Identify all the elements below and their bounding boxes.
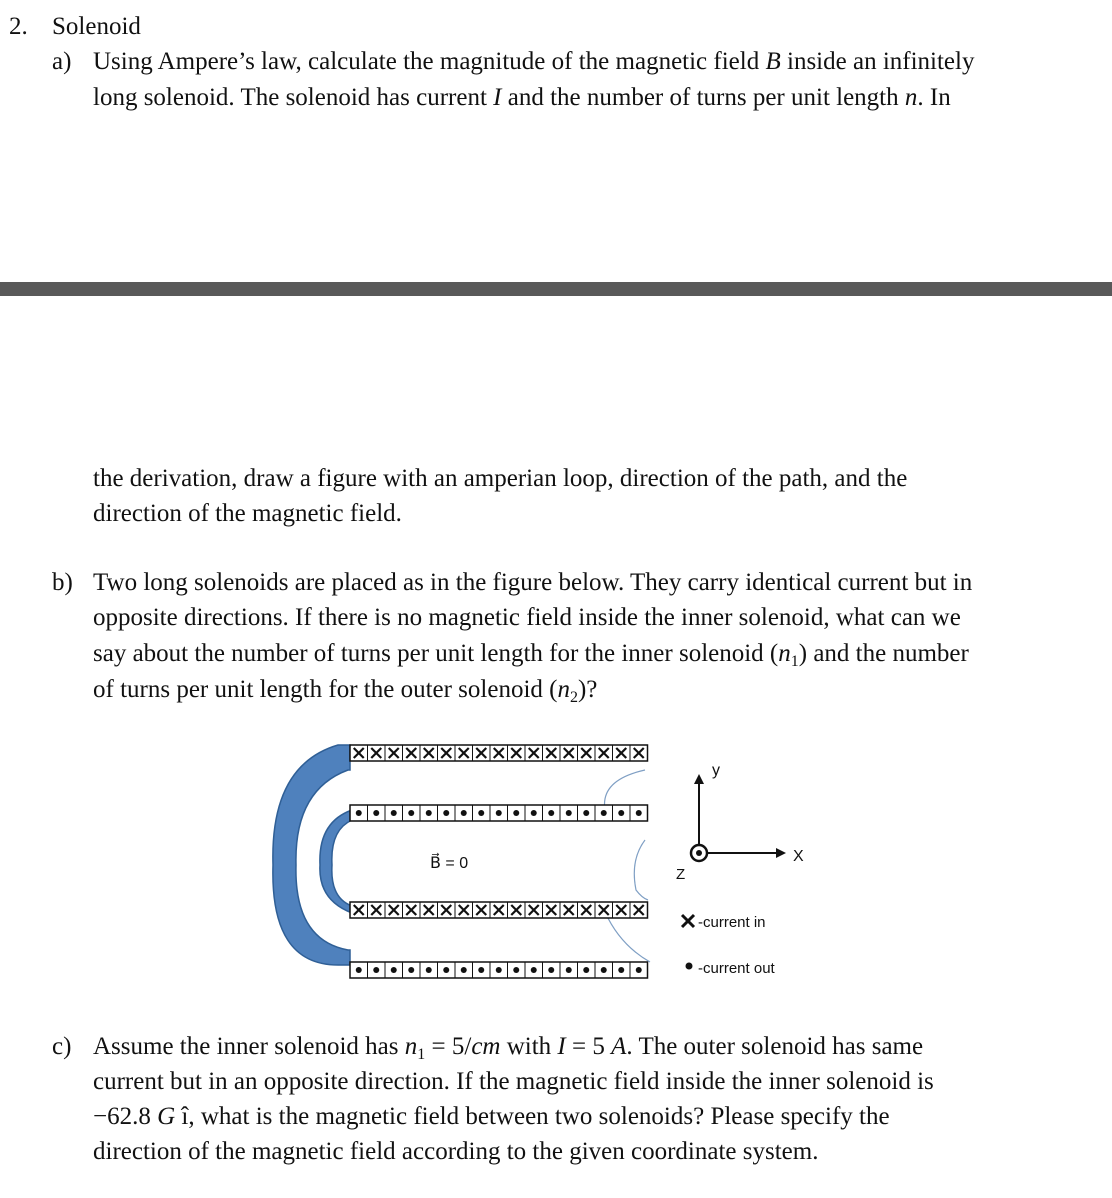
current-out-mark [373, 810, 379, 816]
current-out-mark [391, 967, 397, 973]
problem-title: Solenoid [52, 13, 141, 40]
current-out-mark [513, 967, 519, 973]
y-axis-label: y [712, 762, 720, 779]
part-b-line-1: Two long solenoids are placed as in the figure below. They carry identical current but in [93, 569, 973, 596]
outer-solenoid-right-outline [605, 770, 646, 810]
x-axis-arrowhead [776, 848, 786, 858]
current-out-mark [531, 967, 537, 973]
problem-number: 2. [9, 13, 28, 40]
current-out-mark [548, 810, 554, 816]
part-c-line-4: direction of the magnetic field according to the given coordinate system. [93, 1138, 819, 1165]
current-out-mark [426, 967, 432, 973]
current-out-mark [373, 967, 379, 973]
current-out-mark [426, 810, 432, 816]
x-axis-label: X [793, 848, 804, 865]
current-out-mark [566, 810, 572, 816]
inner-top-coil-row [350, 805, 648, 821]
part-a-label: a) [52, 48, 72, 75]
inner-bottom-coil-row [350, 902, 648, 918]
current-out-mark [566, 967, 572, 973]
part-c-label: c) [52, 1033, 72, 1060]
part-b-line-4: of turns per unit length for the outer solenoid $(n_2)$? [93, 676, 598, 706]
current-out-mark [478, 967, 484, 973]
current-out-mark [443, 967, 449, 973]
current-out-mark [391, 810, 397, 816]
legend-current-out-icon [686, 963, 693, 970]
inner-solenoid-body [320, 810, 352, 913]
current-out-mark [636, 967, 642, 973]
current-out-mark [408, 810, 414, 816]
current-out-mark [583, 810, 589, 816]
current-out-mark [513, 810, 519, 816]
field-inside-label: B⃗ = 0 [430, 855, 469, 872]
current-out-mark [496, 810, 502, 816]
part-b-line-2: opposite directions. If there is no magnetic field inside the inner solenoid, what can we [93, 604, 961, 631]
current-out-mark [356, 967, 362, 973]
z-axis-out-dot [696, 850, 702, 856]
outer-solenoid-body [273, 745, 350, 965]
current-out-mark [618, 810, 624, 816]
current-out-mark [601, 967, 607, 973]
current-out-mark [601, 810, 607, 816]
current-out-mark [531, 810, 537, 816]
current-out-mark [583, 967, 589, 973]
legend-current-in-label: -current in [698, 914, 766, 931]
inner-solenoid-right-outline [634, 840, 648, 900]
legend-current-in-icon [682, 915, 694, 927]
current-out-mark [636, 810, 642, 816]
part-c-line-1: Assume the inner solenoid has $n_1 = 5/cm$ with I = 5 A. The outer solenoid has same [93, 1033, 924, 1063]
outer-bottom-coil-row [350, 962, 648, 978]
current-out-mark [618, 967, 624, 973]
current-out-mark [461, 967, 467, 973]
outer-solenoid-right-outline-bottom [605, 912, 650, 962]
part-b-label: b) [52, 569, 73, 596]
current-out-mark [408, 967, 414, 973]
part-b-line-3: say about the number of turns per unit length for the inner solenoid $(n_1)$ and the number [93, 640, 969, 670]
current-out-mark [443, 810, 449, 816]
part-c-line-2: current but in an opposite direction. If the magnetic field inside the inner solenoid is [93, 1068, 934, 1095]
current-out-mark [496, 967, 502, 973]
outer-top-coil-row [350, 745, 648, 761]
page-divider [0, 282, 1112, 296]
part-a-line-2: long solenoid. The solenoid has current I and the number of turns per unit length n. In [93, 84, 951, 111]
current-out-mark [356, 810, 362, 816]
z-axis-label: Z [676, 866, 686, 883]
current-out-mark [548, 967, 554, 973]
legend-current-out-label: -current out [698, 960, 775, 977]
y-axis-arrowhead [694, 774, 704, 784]
part-a-line-1: Using Ampere’s law, calculate the magnitude of the magnetic field B inside an infinitely [93, 48, 975, 75]
part-a-line-4: direction of the magnetic field. [93, 500, 402, 527]
current-out-mark [478, 810, 484, 816]
solenoid-figure [260, 740, 820, 990]
part-a-line-3: the derivation, draw a figure with an amperian loop, direction of the path, and the [93, 465, 908, 492]
part-c-line-3: −62.8 G î, what is the magnetic field between two solenoids? Please specify the [93, 1103, 890, 1130]
current-out-mark [461, 810, 467, 816]
